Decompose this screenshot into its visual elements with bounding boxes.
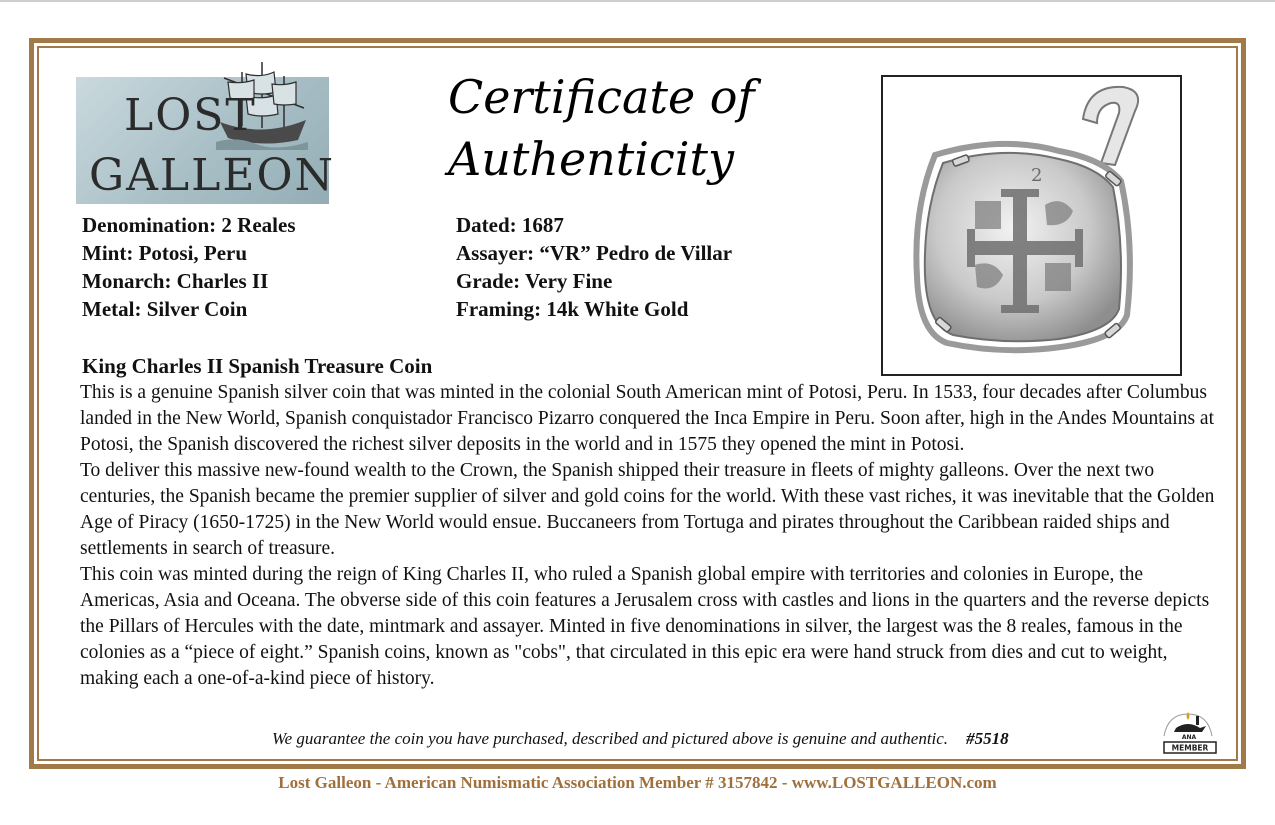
guarantee-statement (272, 729, 1009, 749)
coin-specs-left (82, 211, 296, 323)
ana-badge-member-text: MEMBER (1171, 743, 1209, 753)
logo-text-galleon: GALLEON (89, 150, 336, 201)
spec-grade: Grade: Very Fine (456, 269, 613, 293)
description-paragraph-1: This is a genuine Spanish silver coin that was minted in the colonial South American mint of Potosi, Peru. In 1533, four decades after Columbus landed in the New World, Spanish conquistador Francisco Pizarro conquered the Inca Empire in Peru. Soon after, high in the Andes Mountains at Potosi, the Spanish discovered the richest silver deposits in the world and in 1575 they opened the mint in Potosi. (80, 382, 1214, 455)
spec-framing: Framing: 14k White Gold (456, 297, 689, 321)
spec-assayer: Assayer: “VR” Pedro de Villar (456, 241, 733, 265)
svg-text:2: 2 (1031, 165, 1043, 186)
certificate-number: #5518 (966, 729, 1009, 748)
description-paragraph-2: To deliver this massive new-found wealth to the Crown, the Spanish shipped their treasure in fleets of mighty galleons. Over the next two centuries, the Spanish became the premier supplier of silver and gold coins for the world. With these vast riches, it was inevitable that the Golden Age of Piracy (1650-1725) in the New World would ensue. Buccaneers from Tortuga and pirates throughout the Caribbean raided ships and settlements in search of treasure. (80, 460, 1215, 559)
coin-photo (881, 75, 1182, 376)
certificate-title-line2: Authenticity (448, 132, 734, 186)
footer-text: Lost Galleon - American Numismatic Association Member # 3157842 - www.LOSTGALLEON.com (278, 773, 997, 792)
guarantee-text: We guarantee the coin you have purchased, described and pictured above is genuine and authentic. (272, 729, 949, 748)
spec-monarch: Monarch: Charles II (82, 269, 269, 293)
certificate-title (448, 66, 778, 190)
description-paragraph-3: This coin was minted during the reign of King Charles II, who ruled a Spanish global empire with territories and colonies in Europe, the Americas, Asia and Oceana. The obverse side of this coin features a Jerusalem cross with castles and lions in the quarters and the reverse depicts the Pillars of Hercules with the date, mintmark and assayer. Minted in five denominations in silver, the largest was the 8 reales, famous in the colonies as a “piece of eight.” Spanish coins, known as "cobs", that circulated in this epic era were hand struck from dies and cut to weight, making each a one-of-a-kind piece of history. (80, 564, 1210, 689)
spec-denomination: Denomination: 2 Reales (82, 213, 296, 237)
ana-badge-top-text: ANA (1181, 734, 1197, 741)
lost-galleon-logo (76, 58, 336, 204)
description-body (80, 380, 1220, 692)
spec-metal: Metal: Silver Coin (82, 297, 248, 321)
coin-specs-right (456, 211, 732, 323)
page-top-divider (0, 0, 1275, 2)
ana-lamp-badge-icon (1154, 706, 1222, 756)
certificate-title-line1: Certificate of (448, 70, 755, 124)
logo-text-lost: LOST (124, 90, 257, 141)
spec-dated: Dated: 1687 (456, 213, 564, 237)
silver-cob-coin-pendant (883, 77, 1180, 374)
section-title: King Charles II Spanish Treasure Coin (82, 354, 433, 378)
spec-mint: Mint: Potosi, Peru (82, 241, 248, 265)
